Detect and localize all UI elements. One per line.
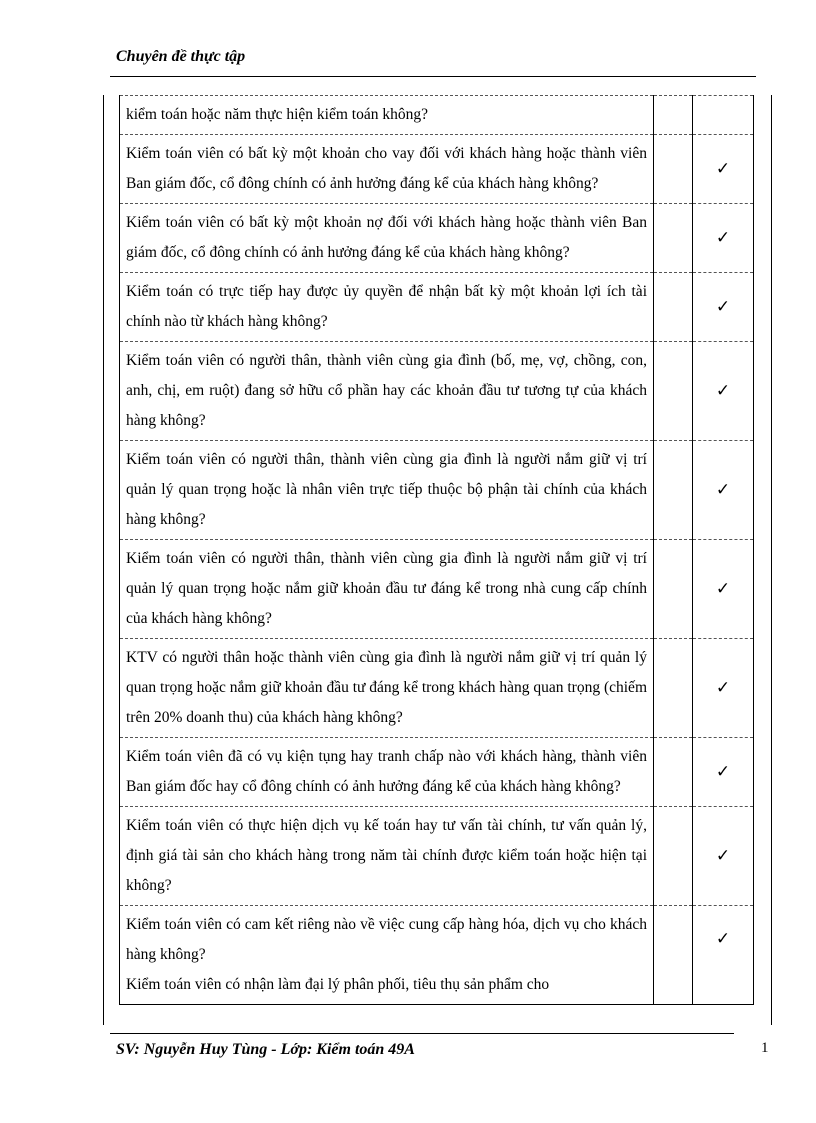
header-divider xyxy=(110,76,756,77)
page-header-title: Chuyên đề thực tập xyxy=(116,48,246,65)
question-cell: kiểm toán hoặc năm thực hiện kiểm toán không? xyxy=(120,96,654,135)
table-row xyxy=(120,540,754,639)
answer-cell-col3 xyxy=(693,96,754,135)
checkmark-icon: ✓ xyxy=(693,540,754,639)
answer-cell-col2 xyxy=(654,807,693,906)
answer-cell-col2 xyxy=(654,204,693,273)
table-row xyxy=(120,906,754,1005)
table-row xyxy=(120,342,754,441)
question-cell: Kiểm toán viên có thực hiện dịch vụ kế toán hay tư vấn tài chính, tư vấn quản lý, định giá tài sản cho khách hàng trong năm tài chính được kiểm toán hoặc hiện tại không? xyxy=(120,807,654,906)
table-row xyxy=(120,273,754,342)
question-cell: Kiểm toán viên có người thân, thành viên cùng gia đình (bố, mẹ, vợ, chồng, con, anh, chị, em ruột) đang sở hữu cổ phần hay các khoản đầu tư tương tự của khách hàng không? xyxy=(120,342,654,441)
independence-checklist-table xyxy=(119,95,754,1005)
table-row xyxy=(120,738,754,807)
checkmark-icon: ✓ xyxy=(693,807,754,906)
question-text-continued: Kiểm toán viên có nhận làm đại lý phân phối, tiêu thụ sản phẩm cho xyxy=(126,976,550,993)
left-margin-line xyxy=(103,95,104,1025)
question-cell: Kiểm toán viên đã có vụ kiện tụng hay tranh chấp nào với khách hàng, thành viên Ban giám đốc hay cổ đông chính có ảnh hưởng đáng kể của khách hàng không? xyxy=(120,738,654,807)
answer-cell-col2 xyxy=(654,273,693,342)
answer-cell-col2 xyxy=(654,96,693,135)
table-row xyxy=(120,96,754,135)
checkmark-icon: ✓ xyxy=(693,639,754,738)
checkmark-icon: ✓ xyxy=(693,135,754,204)
checkmark-icon: ✓ xyxy=(693,738,754,807)
right-margin-line xyxy=(771,95,772,1025)
footer-author: SV: Nguyễn Huy Tùng - Lớp: Kiểm toán 49A xyxy=(116,1041,415,1058)
question-cell: KTV có người thân hoặc thành viên cùng gia đình là người nắm giữ vị trí quản lý quan trọng hoặc nắm giữ khoản đầu tư đáng kể trong khách hàng quan trọng (chiếm trên 20% doanh thu) của khách hàng không? xyxy=(120,639,654,738)
table-row xyxy=(120,204,754,273)
checkmark-icon: ✓ xyxy=(693,906,754,1005)
question-cell: Kiểm toán viên có người thân, thành viên cùng gia đình là người nắm giữ vị trí quản lý quan trọng hoặc nắm giữ khoản đầu tư đáng kể trong nhà cung cấp chính của khách hàng không? xyxy=(120,540,654,639)
question-cell: Kiểm toán viên có người thân, thành viên cùng gia đình là người nắm giữ vị trí quản lý quan trọng hoặc là nhân viên trực tiếp thuộc bộ phận tài chính của khách hàng không? xyxy=(120,441,654,540)
answer-cell-col2 xyxy=(654,540,693,639)
checkmark-icon: ✓ xyxy=(693,342,754,441)
question-cell xyxy=(120,906,654,1005)
question-cell: Kiểm toán viên có bất kỳ một khoản nợ đối với khách hàng hoặc thành viên Ban giám đốc, cổ đông chính có ảnh hưởng đáng kể của khách hàng không? xyxy=(120,204,654,273)
answer-cell-col2 xyxy=(654,342,693,441)
checkmark-icon: ✓ xyxy=(693,441,754,540)
page-number: 1 xyxy=(761,1040,769,1056)
question-cell: Kiểm toán có trực tiếp hay được ủy quyền để nhận bất kỳ một khoản lợi ích tài chính nào từ khách hàng không? xyxy=(120,273,654,342)
answer-cell-col2 xyxy=(654,906,693,1005)
question-text: Kiểm toán viên có cam kết riêng nào về việc cung cấp hàng hóa, dịch vụ cho khách hàng không? xyxy=(126,916,647,963)
answer-cell-col2 xyxy=(654,639,693,738)
question-cell: Kiểm toán viên có bất kỳ một khoản cho vay đối với khách hàng hoặc thành viên Ban giám đốc, cổ đông chính có ảnh hưởng đáng kể của khách hàng không? xyxy=(120,135,654,204)
table-row xyxy=(120,441,754,540)
footer-divider xyxy=(110,1033,734,1034)
answer-cell-col2 xyxy=(654,135,693,204)
table-row xyxy=(120,639,754,738)
checkmark-icon: ✓ xyxy=(693,273,754,342)
answer-cell-col2 xyxy=(654,441,693,540)
checkmark-icon: ✓ xyxy=(693,204,754,273)
answer-cell-col2 xyxy=(654,738,693,807)
table-row xyxy=(120,807,754,906)
table-row xyxy=(120,135,754,204)
